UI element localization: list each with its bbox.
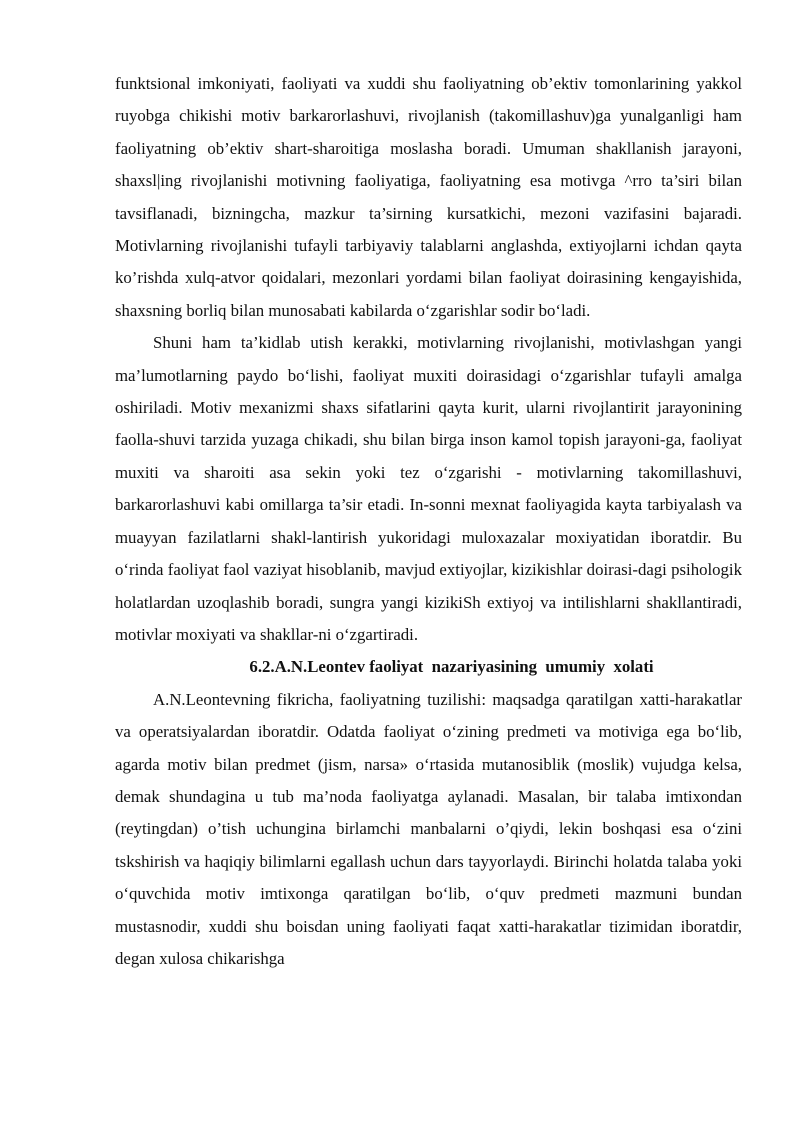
section-heading: 6.2.A.N.Leontev faoliyat nazariyasining umumiy xolati: [249, 657, 654, 677]
paragraph-motivlar-rivojlanishi: Shuni ham ta’kidlab utish kerakki, motivlarning rivojlanishi, motivlashgan yangi ma’lumotlarning paydo bo‘lishi, faoliyat muxiti doirasidagi o‘zgarishlar tufayli amalga oshiriladi. Motiv mexanizmi shaxs sifatlarini qayta kurit, ularni rivojlantirit jarayonining faolla-shuvi tarzida yuzaga chikadi, shu bilan birga inson kamol topish jarayoni-ga, faoliyat muxiti va sharoiti asa sekin yoki tez o‘zgarishi - motivlarning takomillashuvi, barkarorlashuvi kabi omillarga ta’sir etadi. In-sonni mexnat faoliyagida kayta tarbiyalash va muayyan fazilatlarni shakl-lantirish yukoridagi muloxazalar moxiyatidan iboratdir. Bu o‘rinda faoliyat faol vaziyat hisoblanib, mavjud extiyojlar, kizikishlar doirasi-dagi psihologik holatlardan uzoqlashib boradi, sungra yangi kizikiSh extiyoj va intilishlarni shakllantiradi, motivlar moxiyati va shakllar-ni o‘zgartiradi.: [115, 333, 742, 644]
document-page: [115, 68, 742, 975]
paragraph-leontev-faoliyat: A.N.Leontevning fikricha, faoliyatning tuzilishi: maqsadga qaratilgan xatti-harakatlar va operatsiyalardan iboratdir. Odatda faoliyat o‘zining predmeti va motiviga ega bo‘lib, agarda motiv bilan predmet (jism, narsa» o‘rtasida mutanosiblik (moslik) vujudga kelsa, demak shundagina u tub ma’noda faoliyatga aylanadi. Masalan, bir talaba imtixondan (reytingdan) o’tish uchungina birlamchi manbalarni o’qiydi, lekin boshqasi esa o‘zini tskshirish va haqiqiy bilimlarni egallash uchun dars tayyorlaydi. Birinchi holatda talaba yoki o‘quvchida motiv imtixonga qaratilgan bo‘lib, o‘quv predmeti mazmuni bundan mustasnodir, xuddi shu boisdan uning faoliyati faqat xatti-harakatlar tizimidan iboratdir, degan xulosa chikarishga: [115, 689, 742, 968]
paragraph-motiv-barkarorlashuvi: funktsional imkoniyati, faoliyati va xuddi shu faoliyatning ob’ektiv tomonlarining yakkol ruyobga chikishi motiv barkarorlashuvi, rivojlanish (takomillashuv)ga yunalganligi ham faoliyatning ob’ektiv shart-sharoitiga moslasha boradi. Umuman shakllanish jarayoni, shaxsl|ing rivojlanishi motivning faoliyatiga, faoliyatning esa motivga ^rro ta’siri bilan tavsiflanadi, bizningcha, mazkur ta’sirning kursatkichi, mezoni vazifasini bajaradi. Motivlarning rivojlanishi tufayli tarbiyaviy talablarni anglashda, extiyojlarni ichdan qayta ko’rishda xulq-atvor qoidalari, mezonlari yordami bilan faoliyat doirasining kengayishida, shaxsning borliq bilan munosabati kabilarda o‘zgarishlar sodir bo‘ladi.: [115, 74, 742, 320]
